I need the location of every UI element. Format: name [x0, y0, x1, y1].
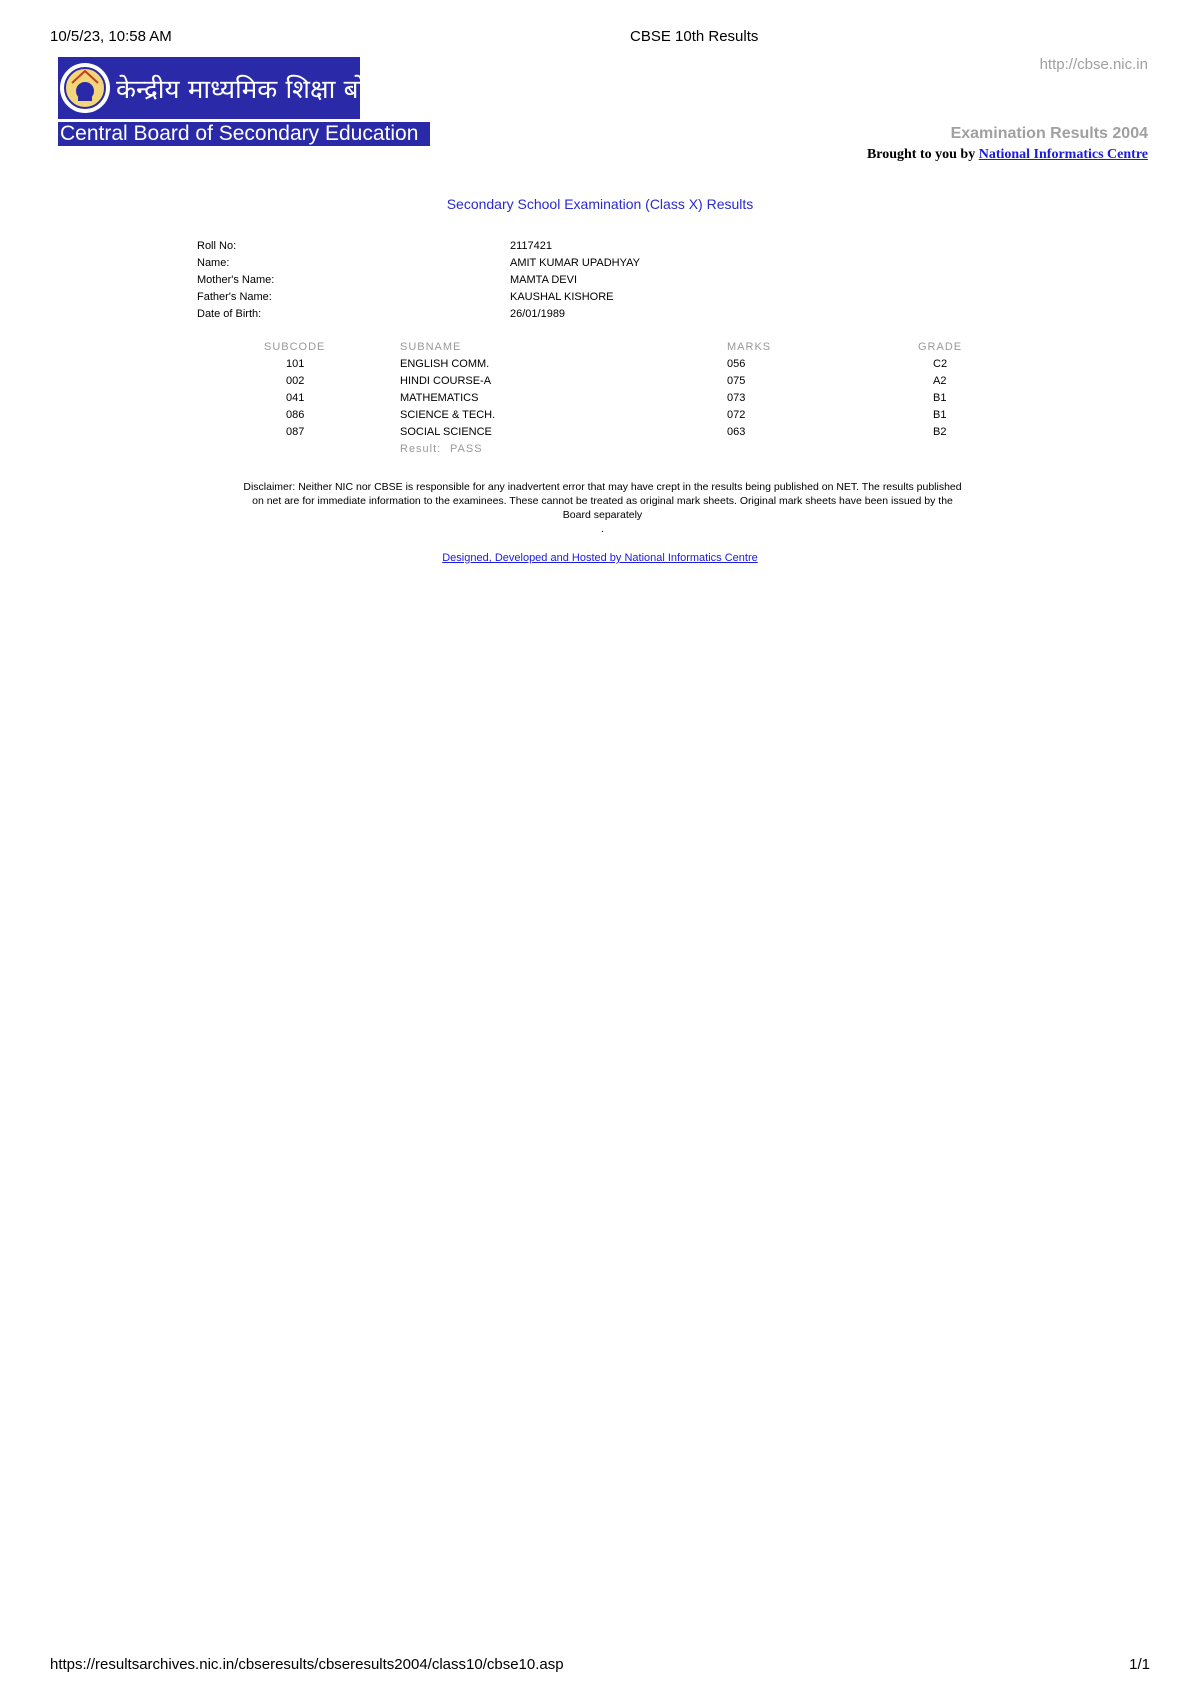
cell-subname: MATHEMATICS [400, 392, 479, 404]
print-footer-url: https://resultsarchives.nic.in/cbseresults/cbseresults2004/class10/cbse10.asp [50, 1656, 564, 1673]
student-labels [197, 238, 274, 323]
exam-title: Examination Results 2004 [950, 125, 1148, 142]
label-father: Father's Name: [197, 291, 272, 303]
value-roll-no: 2117421 [510, 240, 553, 252]
print-title: CBSE 10th Results [630, 28, 759, 45]
cell-grade: B1 [933, 392, 947, 404]
disclaimer [180, 480, 1025, 536]
disclaimer-line-1: Disclaimer: Neither NIC nor CBSE is responsible for any inadvertent error that may have crept in the results being published on NET. The results published [243, 481, 962, 493]
cbse-logo-hindi-banner [58, 57, 380, 119]
table-row [0, 426, 1200, 443]
brought-by-prefix: Brought to you by [866, 147, 976, 162]
result-row [0, 443, 1200, 460]
header-subname: SUBNAME [400, 341, 462, 353]
label-dob: Date of Birth: [197, 308, 262, 320]
disclaimer-line-2: on net are for immediate information to the examinees. These cannot be treated as original mark sheets. Original mark sheets have been issued by the [252, 495, 953, 507]
value-mother: MAMTA DEVI [510, 274, 578, 286]
logo-hindi-text: केन्द्रीय माध्यमिक शिक्षा बोर्ड [116, 75, 380, 105]
student-values [510, 238, 640, 323]
nic-link[interactable]: National Informatics Centre [978, 147, 1148, 162]
cell-grade: C2 [933, 358, 948, 370]
result-value: PASS [450, 443, 483, 455]
table-row [0, 392, 1200, 409]
marks-header-row [0, 341, 1200, 358]
label-roll-no: Roll No: [197, 240, 237, 252]
brought-by [867, 147, 1148, 163]
result-title: Secondary School Examination (Class X) Results [446, 196, 754, 212]
cell-subname: ENGLISH COMM. [400, 358, 490, 370]
header-subcode: SUBCODE [264, 341, 326, 353]
cell-marks: 075 [727, 375, 746, 387]
print-page-number: 1/1 [1129, 1656, 1150, 1673]
marks-table [0, 341, 1200, 460]
cell-subcode: 002 [286, 375, 305, 387]
cell-grade: A2 [933, 375, 947, 387]
print-datetime: 10/5/23, 10:58 AM [50, 28, 172, 45]
value-dob: 26/01/1989 [510, 308, 566, 320]
logo-english-text: Central Board of Secondary Education [58, 122, 430, 146]
result-label: Result: [400, 443, 442, 455]
table-row [0, 358, 1200, 375]
cell-subname: SOCIAL SCIENCE [400, 426, 492, 438]
cbse-emblem-icon [58, 57, 112, 119]
table-row [0, 409, 1200, 426]
label-mother: Mother's Name: [197, 274, 275, 286]
cell-subcode: 087 [286, 426, 305, 438]
table-row [0, 375, 1200, 392]
cell-grade: B1 [933, 409, 947, 421]
cell-subcode: 101 [286, 358, 305, 370]
cell-marks: 063 [727, 426, 746, 438]
cell-subname: HINDI COURSE-A [400, 375, 492, 387]
cell-grade: B2 [933, 426, 947, 438]
site-url: http://cbse.nic.in [1039, 56, 1148, 73]
header-marks: MARKS [727, 341, 772, 353]
disclaimer-dot: . [601, 523, 604, 535]
cell-subname: SCIENCE & TECH. [400, 409, 496, 421]
cell-marks: 056 [727, 358, 746, 370]
cell-marks: 072 [727, 409, 746, 421]
value-father: KAUSHAL KISHORE [510, 291, 614, 303]
label-name: Name: [197, 257, 230, 269]
header-grade: GRADE [918, 341, 963, 353]
value-name: AMIT KUMAR UPADHYAY [510, 257, 640, 269]
cell-subcode: 086 [286, 409, 305, 421]
cell-marks: 073 [727, 392, 746, 404]
designed-by-link[interactable]: Designed, Developed and Hosted by National Informatics Centre [442, 552, 758, 564]
disclaimer-line-3: Board separately [562, 509, 643, 521]
cell-subcode: 041 [286, 392, 305, 404]
footer-credit [0, 552, 1200, 564]
